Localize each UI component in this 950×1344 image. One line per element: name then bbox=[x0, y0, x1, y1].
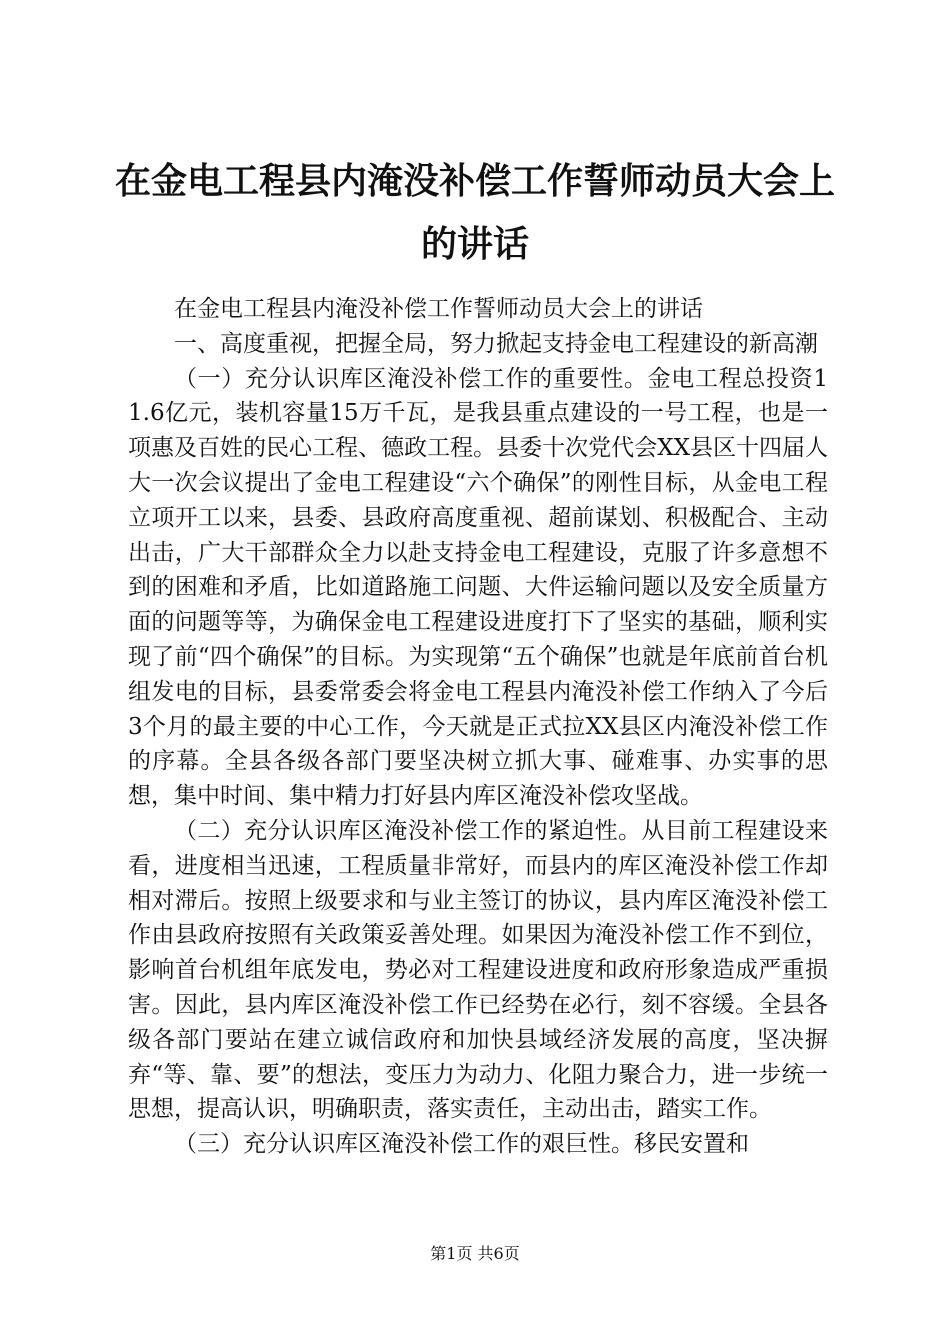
document-title-line-1: 在金电工程县内淹没补偿工作誓师动员大会上 bbox=[114, 161, 835, 202]
body-paragraph-subtitle: 在金电工程县内淹没补偿工作誓师动员大会上的讲话 bbox=[174, 296, 703, 322]
document-body bbox=[128, 292, 828, 1162]
body-paragraph-difficulty: （三）充分认识库区淹没补偿工作的艰巨性。移民安置和 bbox=[174, 1131, 749, 1158]
body-paragraph-urgency: （二）充分认识库区淹没补偿工作的紧迫性。从目前工程建设来看，进度相当迅速，工程质量非常好，而县内的库区淹没补偿工作却相对滞后。按照上级要求和与业主签订的协议，县内库区淹没补偿工作由县政府按照有关政策妥善处理。如果因为淹没补偿工作不到位，影响首台机组年底发电，势必对工程建设进度和政府形象造成严重损害。因此，县内库区淹没补偿工作已经势在必行，刻不容缓。全县各级各部门要站在建立诚信政府和加快县域经济发展的高度，坚决摒弃“等、靠、要”的想法，变压力为动力、化阻力聚合力，进一步统一思想，提高认识，明确职责，落实责任，主动出击，踏实工作。 bbox=[128, 817, 828, 1123]
body-paragraph-section-heading: 一、高度重视，把握全局，努力掀起支持金电工程建设的新高潮 bbox=[174, 330, 818, 357]
body-paragraph-importance: （一）充分认识库区淹没补偿工作的重要性。金电工程总投资11.6亿元，装机容量15万千瓦，是我县重点建设的一号工程，也是一项惠及百姓的民心工程、德政工程。县委十次党代会XX县区十四届人大一次会议提出了金电工程建设“六个确保”的刚性目标，从金电工程立项开工以来，县委、县政府高度重视、超前谋划、积极配合、主动出击，广大干部群众全力以赴支持金电工程建设，克服了许多意想不到的困难和矛盾，比如道路施工问题、大件运输问题以及安全质量方面的问题等等，为确保金电工程建设进度打下了坚实的基础，顺利实现了前“四个确保”的目标。为实现第“五个确保”也就是年底前首台机组发电的目标，县委常委会将金电工程县内淹没补偿工作纳入了今后3个月的最主要的中心工作，今天就是正式拉XX县区内淹没补偿工作的序幕。全县各级各部门要坚决树立抓大事、碰难事、办实事的思想，集中时间、集中精力打好县内库区淹没补偿攻坚战。 bbox=[128, 365, 828, 810]
page-footer bbox=[0, 1244, 950, 1264]
page-number-indicator: 第1页 共6页 bbox=[430, 1244, 520, 1263]
document-title-line-2: 的讲话 bbox=[420, 224, 529, 265]
